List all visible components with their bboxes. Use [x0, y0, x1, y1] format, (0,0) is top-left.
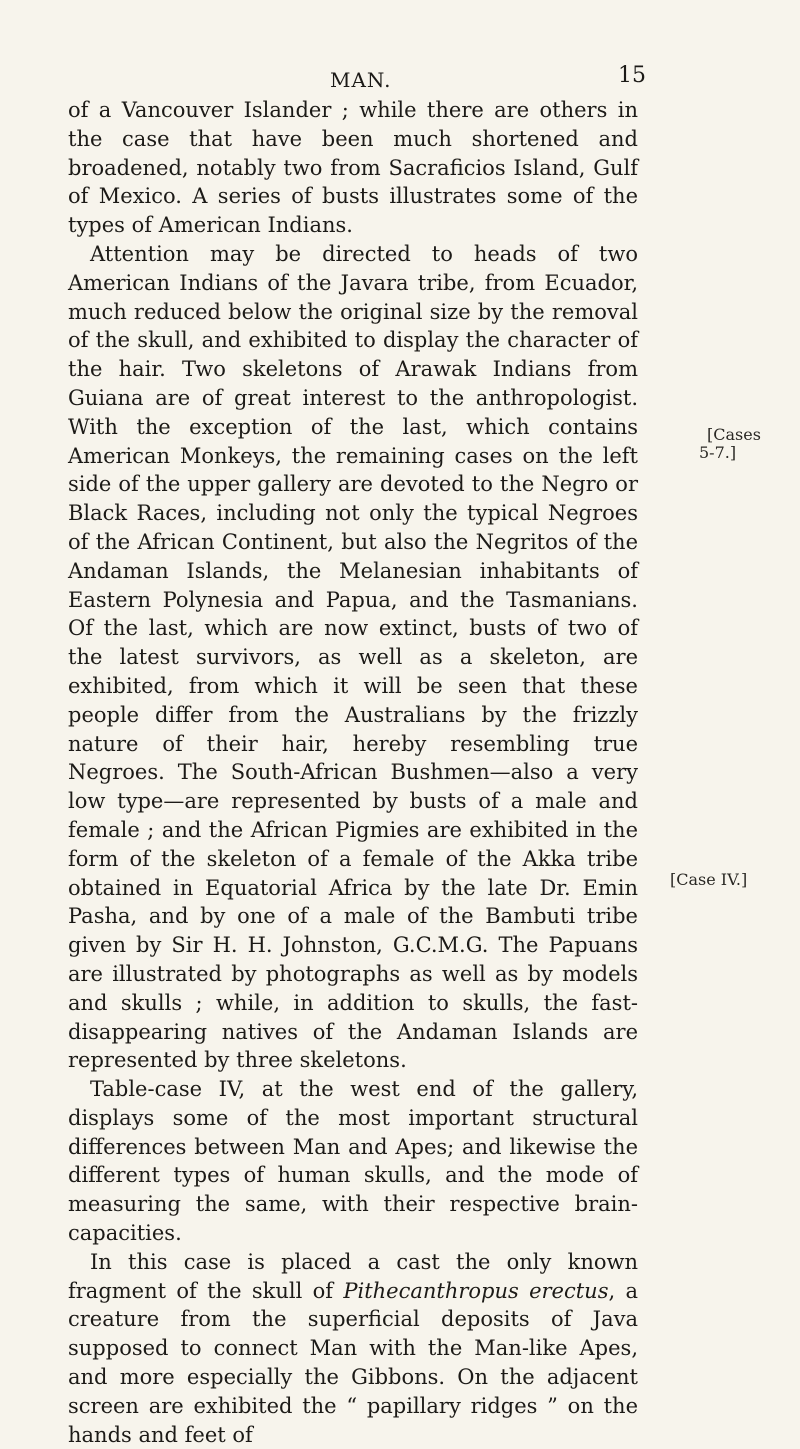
page-number: 15: [618, 63, 646, 88]
paragraph-4-text-before: In this case is placed a cast the only known fragment of the skull of: [68, 1249, 638, 1303]
paragraph-1: of a Vancouver Islander ; while there are others in the case that have been much shortened and broadened, notably two from Sacraficios Island, Gulf of Mexico. A series of busts illustrates some of the types of American Indians.: [68, 98, 638, 238]
paragraph-2: Attention may be directed to heads of two American Indians of the Javara tribe, from Ecuador, much reduced below the original size by the removal of the skull, and exhibited to display the character of the hair. Two skeletons of Arawak Indians from Guiana are of great interest to the anthropologist. With the exception of the last, which contains American Monkeys, the remaining cases on the left side of the upper gallery are devoted to the Negro or Black Races, including not only the typical Negroes of the African Continent, but also the Negritos of the Andaman Islands, the Melanesian inhabitants of Eastern Polynesia and Papua, and the Tasmanians. Of the last, which are now extinct, busts of two of the latest survivors, as well as a skeleton, are exhibited, from which it will be seen that these people differ from the Australians by the frizzly nature of their hair, hereby resembling true Negroes. The South-African Bushmen—also a very low type—are represented by busts of a male and female ; and the African Pigmies are exhibited in the form of the skeleton of a female of the Akka tribe obtained in Equatorial Africa by the late Dr. Emin Pasha, and by one of a male of the Bambuti tribe given by Sir H. H. Johnston, G.C.M.G. The Papuans are illustrated by photographs as well as by models and skulls ; while, in addition to skulls, the fast-disappearing natives of the Andaman Islands are represented by three skeletons.: [68, 241, 638, 1073]
paragraph-3: Table-case IV, at the west end of the gallery, displays some of the most important structural differences between Man and Apes; and likewise the different types of human skulls, and the mode of measuring the same, with their respective brain-capacities.: [68, 1077, 638, 1246]
body-text: [68, 96, 638, 1449]
margin-note-case-iv: [Case IV.]: [670, 870, 748, 889]
paragraph-4: [68, 1248, 638, 1449]
margin-note-cases-line-2: 5-7.]: [699, 443, 737, 462]
margin-note-cases-line-1: [Cases: [707, 425, 761, 444]
page-header-title: MAN.: [330, 68, 392, 92]
running-head: [0, 60, 800, 90]
species-name: Pithecanthropus erectus: [343, 1278, 609, 1303]
paragraph-4-text-after: , a creature from the superficial deposits of Java supposed to connect Man with the Man-like Apes, and more especially the Gibbons. On the adjacent screen are exhibited the “ papillary ridges ” on the hands and feet of: [68, 1278, 639, 1447]
margin-note-cases: [699, 425, 761, 462]
